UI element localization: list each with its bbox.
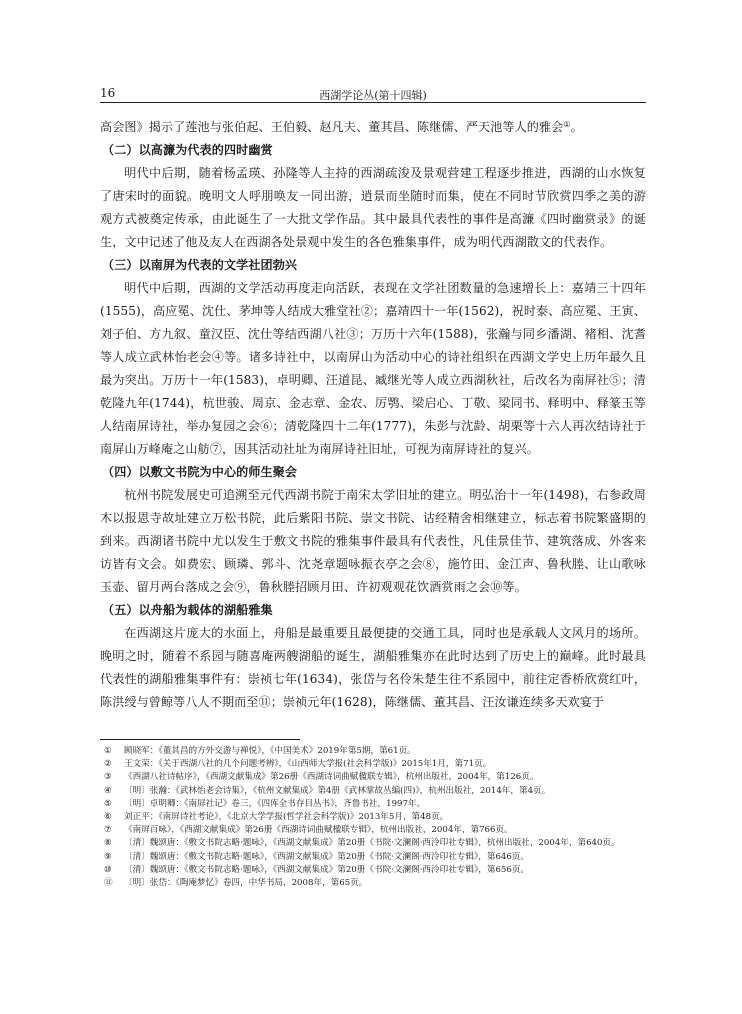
footnote-text: 〔明〕张岱：《陶庵梦忆》卷四，中华书局，2008年，第65页。 [124, 878, 368, 889]
section-heading: （五）以舟船为载体的湖船雅集 [102, 603, 273, 617]
page-number: 16 [100, 86, 116, 100]
footnote-item [100, 837, 646, 850]
footnote-text: 〔清〕魏颂唐：《敷文书院志略·题咏》，《西湖文献集成》第20册《书院·文澜阁·西泠印社专辑》，第646页。 [124, 851, 530, 862]
footnote-item [100, 824, 646, 837]
footnote-rule [100, 739, 300, 740]
footnote-item [100, 864, 646, 877]
footnote-mark: ⑥ [104, 812, 112, 823]
footnote-text: 《南屏百咏》，《西湖文献集成》第26册《西湖诗词曲赋楹联专辑》，杭州出版社，2004年，第766页。 [124, 825, 513, 836]
section-heading: （二）以高濂为代表的四时幽赏 [102, 143, 273, 157]
footnote-text: 〔清〕魏颂唐：《敷文书院志略·题咏》，《西湖文献集成》第20册《书院·文澜阁·西泠印社专辑》，杭州出版社，2004年，第640页。 [124, 838, 620, 849]
paragraph-text: 高会图》揭示了莲池与张伯起、王伯毅、赵凡夫、董其昌、陈继儒、严天池等人的雅会 [100, 120, 564, 134]
footnote-ref: ① [563, 120, 571, 129]
footnote-mark: ⑨ [104, 851, 112, 862]
body-paragraph [100, 277, 646, 461]
footnote-text: 《西湖八社诗帖序》，《西湖文献集成》第26册《西湖诗词曲赋楹联专辑》，杭州出版社，2004年，第126页。 [124, 772, 539, 783]
body-paragraph [100, 162, 646, 254]
section-heading: （四）以敷文书院为中心的师生聚会 [102, 465, 298, 479]
running-header [100, 86, 646, 103]
footnote-item [100, 771, 646, 784]
footnote-text: 〔明〕卓明卿：《南屏社记》卷三，《四库全书存目丛书》，齐鲁书社，1997年。 [124, 798, 426, 809]
footnote-text: 〔清〕魏颂唐：《敷文书院志略·题咏》，《西湖文献集成》第20册《书院·文澜阁·西泠印社专辑》，第656页。 [124, 864, 530, 875]
footnote-mark: ⑪ [104, 878, 113, 889]
footnote-item [100, 798, 646, 811]
footnote-text: 顾晓军：《董其昌的方外交游与禅悦》，《中国美术》2019年第5期，第61页。 [124, 746, 416, 756]
footnote-text: 王文荣：《关于西湖八社的几个问题考辨》，《山西师大学报(社会科学版)》2015年1月，第71页。 [124, 759, 492, 770]
footnote-mark: ⑩ [104, 864, 112, 875]
paragraph-text-tail: 。 [570, 120, 583, 134]
footnote-mark: ⑦ [104, 825, 112, 836]
journal-title: 西湖学论丛(第十四辑) [319, 89, 427, 102]
paragraph-text: 明代中后期，随着杨孟瑛、孙隆等人主持的西湖疏浚及景观营建工程逐步推进，西湖的山水恢复了唐宋时的面貌。晚明文人呼朋唤友一同出游，逍景而坐随时而集，使在不同时节欣赏四季之美的游观方式被奠定传承，由此诞生了一大批文学作品。其中最具代表性的事件是高濂《四时幽赏录》的诞生，文中记述了他及友人在西湖各处景观中发生的各色雅集事件，成为明代西湖散文的代表作。 [100, 166, 646, 249]
body-paragraph [100, 484, 646, 599]
footnote-item [100, 851, 646, 864]
main-text [100, 116, 646, 714]
footnote-item [100, 745, 646, 758]
footnote-mark: ⑤ [104, 798, 112, 809]
footnote-mark: ③ [104, 772, 112, 783]
paragraph-text: 杭州书院发展史可追溯至元代西湖书院于南宋太学旧址的建立。明弘治十一年(1498)，右参政周木以报恩寺故址建立万松书院，此后紫阳书院、崇文书院、诂经精舍相继建立，标志着书院繁盛期的到来。西湖诸书院中尤以发生于敷文书院的雅集事件最具有代表性，凡佳景佳节、建筑落成、外客来访皆有文会。如费宏、顾璘、郭斗、沈尧章题咏振衣亭之会⑧，施竹田、金江声、鲁秋塍、让山歌咏玉壶、留月两台落成之会⑨，鲁秋塍招顾月田、许初观观花饮酒赏雨之会⑩等。 [100, 488, 646, 594]
body-paragraph [100, 622, 646, 714]
footnote-item [100, 758, 646, 771]
footnote-item [100, 785, 646, 798]
footnote-mark: ④ [104, 785, 112, 796]
body-paragraph [100, 116, 646, 139]
footnote-mark: ② [104, 759, 112, 770]
footnote-mark: ① [104, 746, 112, 756]
section-heading: （三）以南屏为代表的文学社团勃兴 [102, 258, 298, 272]
paragraph-text: 明代中后期，西湖的文学活动再度走向活跃，表现在文学社团数量的急速增长上：嘉靖三十四年(1555)，高应冕、沈仕、茅坤等人结成大雅堂社②；嘉靖四十一年(1562)，祝时泰、高应冕、王寅、刘子伯、方九叙、童汉臣、沈仕等结西湖八社③；万历十六年(1588)，张瀚与同乡潘湖、褚相、沈耆等人成立武林怡老会④等。诸多诗社中，以南屏山为活动中心的诗社组织在西湖文学史上历年最久且最为突出。万历十一年(1583)，卓明卿、汪道昆、臧继光等人成立西湖秋社，后改名为南屏社⑤；清乾隆九年(1744)，杭世骏、周京、金志章、金农、厉鹗、梁启心、丁敬、梁同书、释明中、释篆玉等人结南屏诗社，举办复园之会⑥；清乾隆四十二年(1777)，朱彭与沈龄、胡栗等十六人再次结诗社于南屏山万峰庵之山舫⑦，因其活动社址为南屏诗社旧址，可视为南屏诗社的复兴。 [100, 281, 646, 456]
footnote-text: 刘正平：《南屏诗社考论》，《北京大学学报(哲学社会科学版)》2013年5月，第48页。 [124, 812, 449, 823]
footnote-item [100, 811, 646, 824]
paragraph-text: 在西湖这片庞大的水面上，舟船是最重要且最便捷的交通工具，同时也是承载人文风月的场所。晚明之时，随着不系园与随喜庵两艘湖船的诞生，湖船雅集亦在此时达到了历史上的巅峰。此时最具代表性的湖船雅集事件有：崇祯七年(1634)，张岱与名伶朱楚生往不系园中，前往定香桥欣赏红叶，陈洪绶与曾鲸等八人不期而至⑪；崇祯元年(1628)，陈继儒、董其昌、汪汝谦连续多天欢宴于 [100, 626, 646, 709]
footnote-text: 〔明〕张瀚：《武林怡老会诗集》，《杭州文献集成》第4册《武林掌故丛编(四)》，杭州出版社，2014年，第4页。 [124, 785, 551, 796]
footnote-mark: ⑧ [104, 838, 112, 849]
footnotes [100, 745, 646, 890]
footnote-item [100, 877, 646, 890]
